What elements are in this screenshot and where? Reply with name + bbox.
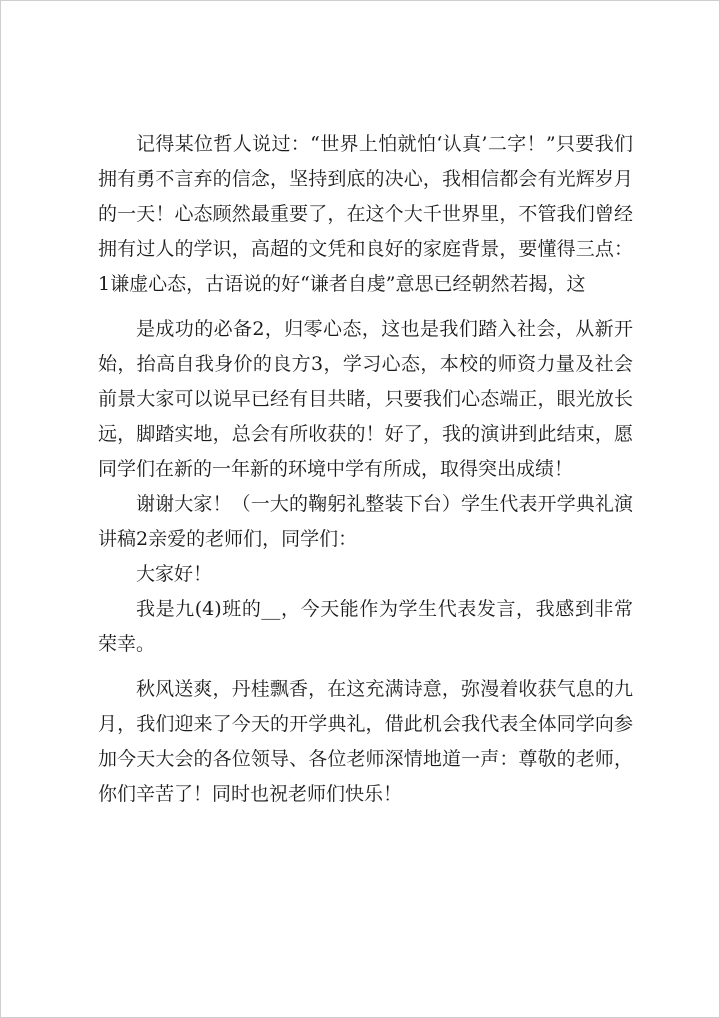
paragraph-mindset: 是成功的必备2，归零心态，这也是我们踏入社会，从新开始，抬高自我身价的良方3，学习心态，本校的师资力量及社会前景大家可以说早已经有目共睹，只要我们心态端正，眼光放长远，脚踏实地，总会有所收获的！好了，我的演讲到此结束，愿同学们在新的一年新的环境中学有所成，取得突出成绩！: [98, 318, 633, 480]
paragraph-autumn: 秋风送爽，丹桂飘香，在这充满诗意，弥漫着收获气息的九月，我们迎来了今天的开学典礼，借此机会我代表全体同学向参加今天大会的各位领导、各位老师深情地道一声：尊敬的老师，你们辛苦了！同时也祝老师们快乐！: [98, 678, 633, 805]
document-body: [98, 127, 633, 812]
paragraph-intro: 我是九(4)班的__，今天能作为学生代表发言，我感到非常荣幸。: [98, 598, 633, 655]
paragraph-greeting: 大家好！: [136, 563, 213, 585]
paragraph-thanks: 谢谢大家！（一大的鞠躬礼整装下台）学生代表开学典礼演讲稿2亲爱的老师们，同学们：: [98, 493, 633, 550]
paragraph-quote: 记得某位哲人说过：“世界上怕就怕‘认真’二字！”只要我们拥有勇不言弃的信念，坚持到底的决心，我相信都会有光辉岁月的一天！心态顾然最重要了，在这个大千世界里，不管我们曾经拥有过人的学识，高超的文凭和良好的家庭背景，要懂得三点：1谦虚心态，古语说的好“谦者自虔”意思已经朝然若揭，这: [98, 133, 633, 295]
